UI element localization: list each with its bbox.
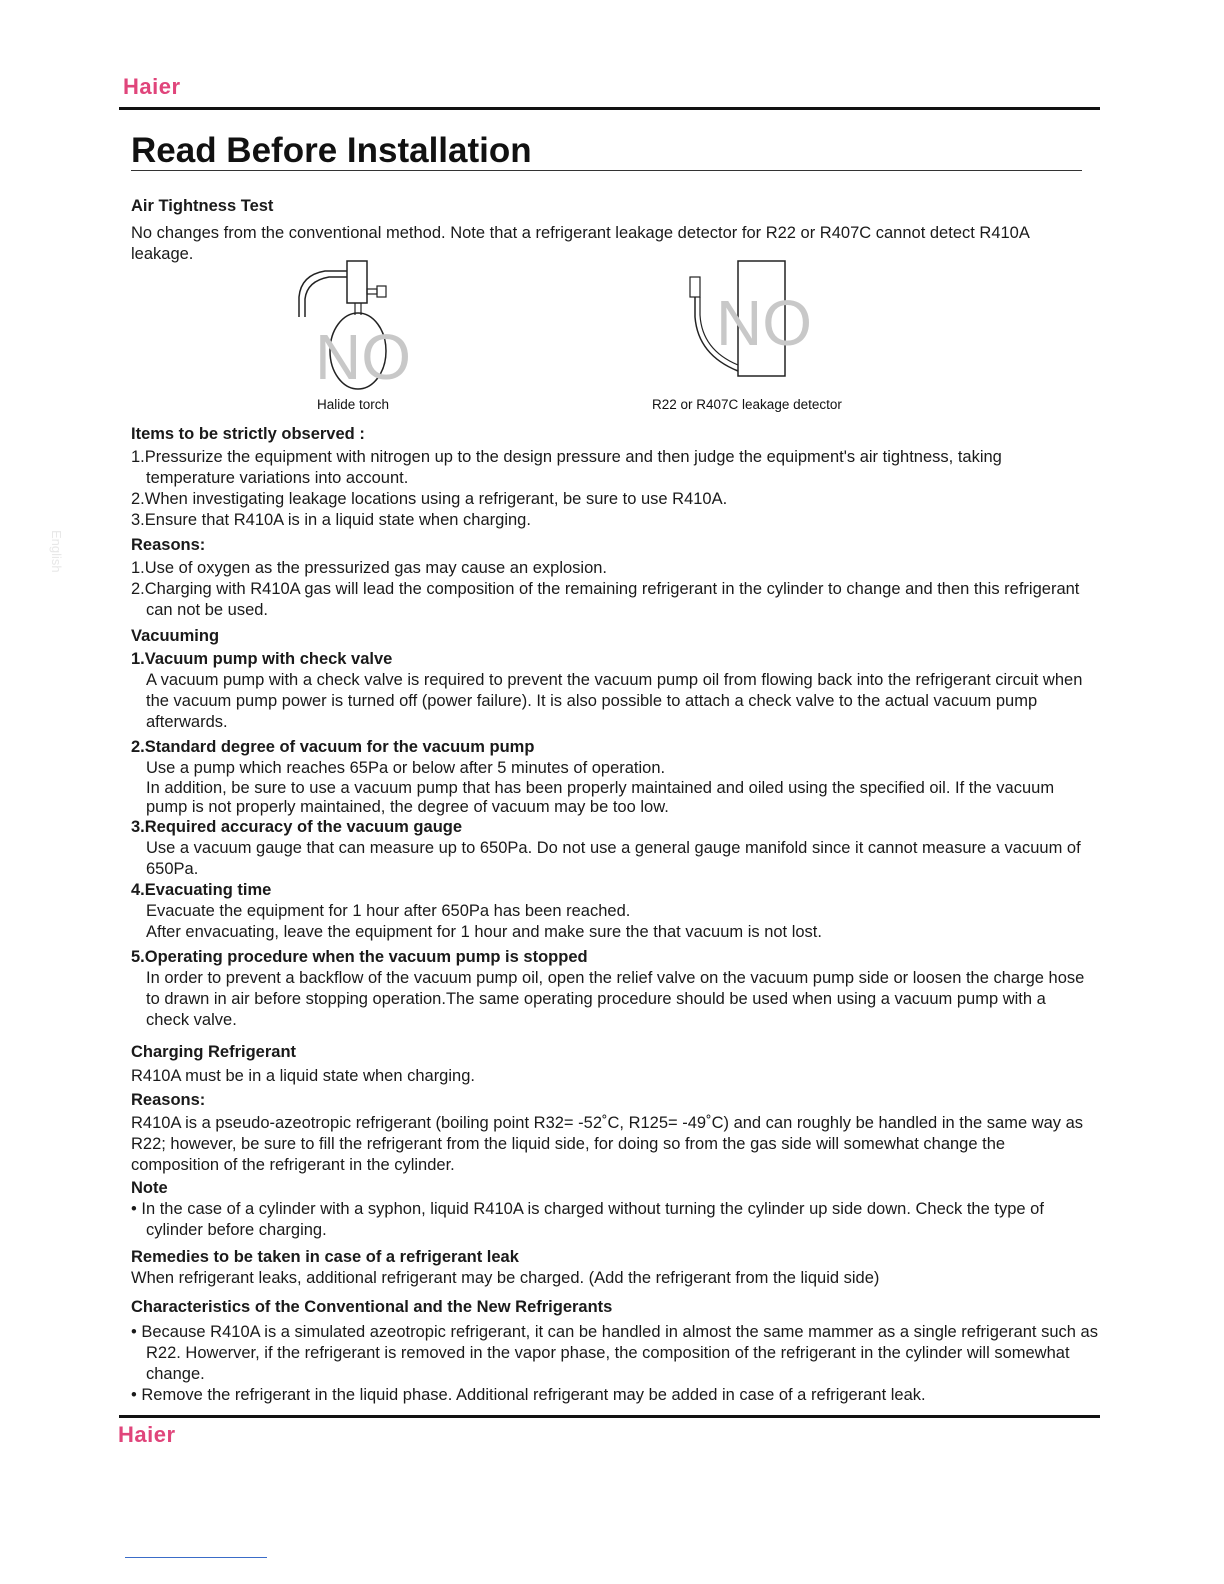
vacuum-s1-title: 1.Vacuum pump with check valve	[131, 650, 393, 668]
remedies-heading: Remedies to be taken in case of a refrigerant leak	[131, 1248, 519, 1266]
reason-item-2: 2.Charging with R410A gas will lead the composition of the remaining refrigerant in the cylinder to change and then this refrigerant can not be used.	[131, 580, 1080, 619]
observed-section	[131, 424, 1091, 621]
air-tightness-section	[131, 196, 1091, 265]
vacuum-s4-title: 4.Evacuating time	[131, 881, 272, 899]
caption-leak-detector: R22 or R407C leakage detector	[652, 397, 842, 412]
torch-knob	[377, 286, 386, 297]
note-bullet: •	[131, 1200, 142, 1218]
no-label-right: NO	[716, 287, 812, 359]
vacuum-s5-title: 5.Operating procedure when the vacuum pump is stopped	[131, 948, 588, 966]
title-underline	[131, 170, 1082, 171]
brand-logo: Haier	[123, 74, 181, 99]
characteristics-section	[131, 1297, 1101, 1406]
charging-section	[131, 1042, 1091, 1241]
charging-reasons-heading: Reasons:	[131, 1091, 206, 1109]
note-item	[131, 1199, 1091, 1241]
torch-valve-body	[347, 261, 367, 303]
note-text: In the case of a cylinder with a syphon, liquid R410A is charged without turning the cylinder up side down. Check the type of cylinder before charging.	[141, 1200, 1044, 1239]
leak-detector-figure	[680, 255, 830, 385]
observed-item-2: 2.When investigating leakage locations using a refrigerant, be sure to use R410A.	[131, 490, 728, 508]
halide-torch-figure	[285, 255, 425, 395]
header-rule	[119, 107, 1100, 110]
caption-halide-torch: Halide torch	[317, 397, 390, 412]
reason-item-1: 1.Use of oxygen as the pressurized gas may cause an explosion.	[131, 559, 608, 577]
remedies-text: When refrigerant leaks, additional refrigerant may be charged. (Add the refrigerant from the liquid side)	[131, 1269, 880, 1287]
vacuum-s4-text1: Evacuate the equipment for 1 hour after 650Pa has been reached.	[146, 902, 631, 920]
vacuum-s2-text1: Use a pump which reaches 65Pa or below after 5 minutes of operation.	[146, 759, 666, 777]
note-heading: Note	[131, 1179, 168, 1197]
observed-item-3: 3.Ensure that R410A is in a liquid state when charging.	[131, 511, 531, 529]
detector-probe	[690, 277, 700, 297]
air-tightness-heading: Air Tightness Test	[131, 197, 274, 215]
vacuum-s3-text: Use a vacuum gauge that can measure up to 650Pa. Do not use a general gauge manifold since it cannot measure a vacuum of 650Pa.	[146, 839, 1081, 878]
characteristics-bullet-2-text: Remove the refrigerant in the liquid phase. Additional refrigerant may be added in case of a refrigerant leak.	[141, 1386, 926, 1404]
vacuuming-heading: Vacuuming	[131, 627, 220, 645]
observed-heading: Items to be strictly observed :	[131, 425, 365, 443]
no-label-left: NO	[315, 321, 411, 393]
vacuum-s3-title: 3.Required accuracy of the vacuum gauge	[131, 818, 463, 836]
characteristics-heading: Characteristics of the Conventional and the New Refrigerants	[131, 1298, 613, 1316]
bullet-dot: •	[131, 1323, 142, 1341]
air-tightness-text: No changes from the conventional method. Note that a refrigerant leakage detector for R22 or R407C cannot detect R410A leakage.	[131, 224, 1029, 263]
characteristics-bullet-1	[131, 1322, 1101, 1385]
reasons-heading: Reasons:	[131, 536, 206, 554]
charging-reasons-text: R410A is a pseudo-azeotropic refrigerant (boiling point R32= -52˚C, R125= -49˚C) and can roughly be handled in the same way as R22; however, be sure to fill the refrigerant from the liquid side, for doing so from the gas side will somewhat change the composition of the refrigerant in the cylinder.	[131, 1114, 1084, 1174]
footer-link-underline	[125, 1557, 267, 1558]
observed-item-1: 1.Pressurize the equipment with nitrogen up to the design pressure and then judge the equipment's air tightness, taking temperature variations into account.	[131, 448, 1002, 487]
characteristics-bullet-1-text: Because R410A is a simulated azeotropic refrigerant, it can be handled in almost the same mammer as a single refrigerant such as R22. Howerver, if the refrigerant is removed in the vapor phase, the composition of the refrigerant in the cylinder will somewhat change.	[141, 1323, 1098, 1383]
vacuum-s2-title: 2.Standard degree of vacuum for the vacuum pump	[131, 738, 535, 756]
bullet-dot: •	[131, 1386, 142, 1404]
vacuum-s2-text2: In addition, be sure to use a vacuum pump that has been properly maintained and oiled using the specified oil. If the vacuum pump is not properly maintained, the degree of vacuum may be too low.	[146, 779, 1055, 816]
side-watermark: English	[49, 530, 64, 573]
vacuum-s4-text2: After envacuating, leave the equipment for 1 hour and make sure the that vacuum is not lost.	[146, 923, 822, 941]
torch-hose-inner	[305, 277, 347, 317]
footer-rule	[119, 1415, 1100, 1418]
page-title: Read Before Installation	[131, 131, 532, 170]
remedies-section	[131, 1247, 1091, 1289]
torch-knob-stem	[367, 289, 377, 294]
characteristics-bullet-2	[131, 1385, 1101, 1406]
vacuum-s1-text: A vacuum pump with a check valve is required to prevent the vacuum pump oil from flowing back into the refrigerant circuit when the vacuum pump power is turned off (power failure). It is also possible to attach a check valve to the actual vacuum pump afterwards.	[146, 671, 1083, 731]
vacuuming-section	[131, 626, 1091, 1031]
charging-text: R410A must be in a liquid state when charging.	[131, 1067, 475, 1085]
charging-heading: Charging Refrigerant	[131, 1043, 297, 1061]
footer-logo: Haier	[118, 1422, 176, 1447]
vacuum-s5-text: In order to prevent a backflow of the vacuum pump oil, open the relief valve on the vacuum pump side or loosen the charge hose to drawn in air before stopping operation.The same operating procedure should be used when using a vacuum pump with a check valve.	[146, 969, 1085, 1029]
